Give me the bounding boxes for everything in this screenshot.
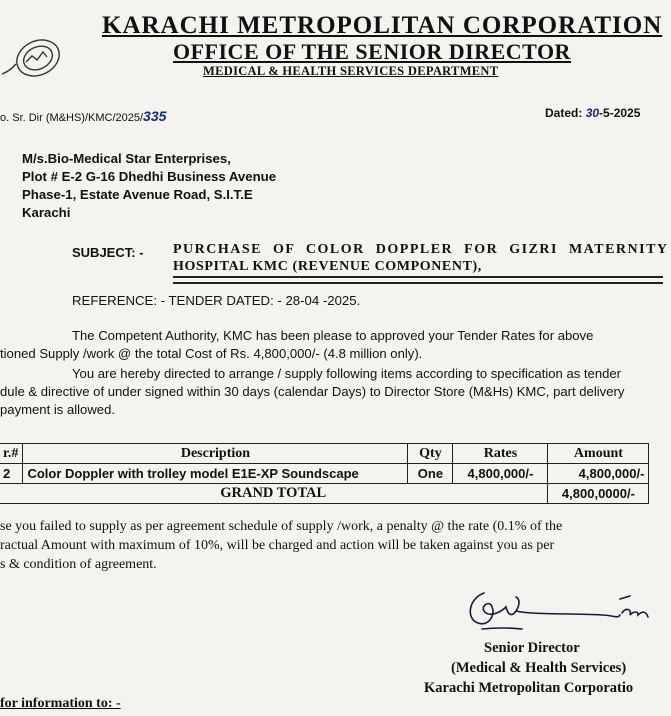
address-line-1: M/s.Bio-Medical Star Enterprises, xyxy=(22,151,231,166)
header-department: MEDICAL & HEALTH SERVICES DEPARTMENT xyxy=(203,64,499,78)
col-header-description: Description xyxy=(23,444,408,464)
paragraph-2-line-1: You are hereby directed to arrange / supply following items according to specification as tender xyxy=(72,366,622,381)
col-header-rates: Rates xyxy=(453,444,548,464)
grand-total-value: 4,800,0000/- xyxy=(548,484,649,504)
signatory-title: Senior Director xyxy=(484,640,580,656)
cell-rate: 4,800,000/- xyxy=(453,464,548,484)
copy-forwarded-heading: for information to: - xyxy=(0,696,121,711)
grand-total-row xyxy=(0,484,649,504)
col-header-qty: Qty xyxy=(408,444,453,464)
col-header-serial: r.# xyxy=(0,444,23,464)
reference-prefix: o. Sr. Dir (M&HS)/KMC/2025/ xyxy=(0,112,144,124)
subject-line-2: HOSPITAL KMC (REVENUE COMPONENT), xyxy=(173,259,482,274)
items-table xyxy=(0,443,649,504)
signatory-department: (Medical & Health Services) xyxy=(451,660,627,676)
col-header-amount: Amount xyxy=(548,444,649,464)
date-line xyxy=(545,106,640,120)
signatory-organization: Karachi Metropolitan Corporatio xyxy=(424,680,634,696)
paragraph-2-line-3: payment is allowed. xyxy=(0,402,115,417)
dated-suffix: -5-2025 xyxy=(599,106,641,120)
header-office: OFFICE OF THE SENIOR DIRECTOR xyxy=(173,39,571,64)
tender-reference: REFERENCE: - TENDER DATED: - 28-04 -2025. xyxy=(72,293,361,308)
reference-number xyxy=(0,108,166,124)
cell-qty: One xyxy=(408,464,453,484)
penalty-line-1: se you failed to supply as per agreement schedule of supply /work, a penalty @ the rate (0.1% of the xyxy=(0,519,563,534)
penalty-line-2: ractual Amount with maximum of 10%, will be charged and action will be taken against you as per xyxy=(0,538,555,553)
dated-handwritten-day: 30 xyxy=(585,106,600,120)
header-title: KARACHI METROPOLITAN CORPORATION xyxy=(102,12,663,39)
paragraph-2-line-2: dule & directive of under signed within 30 days (calendar Days) to Director Store (M&Hs) KMC, part delivery xyxy=(0,384,625,399)
dated-label: Dated: xyxy=(545,106,583,120)
address-line-4: Karachi xyxy=(22,205,71,220)
signature-scribble xyxy=(462,585,662,635)
reference-handwritten-number: 335 xyxy=(143,108,167,124)
subject-label: SUBJECT: - xyxy=(72,245,144,260)
paragraph-1-line-2: tioned Supply /work @ the total Cost of Rs. 4,800,000/- (4.8 million only). xyxy=(0,346,423,361)
address-line-2: Plot # E-2 G-16 Dhedhi Business Avenue xyxy=(22,169,277,184)
penalty-line-3: s & condition of agreement. xyxy=(0,557,157,572)
cell-amount: 4,800,000/- xyxy=(548,464,649,484)
subject-double-rule xyxy=(173,276,663,284)
official-seal-stamp xyxy=(0,28,70,88)
table-row xyxy=(0,464,649,484)
cell-serial: 2 xyxy=(0,464,23,484)
paragraph-1-line-1: The Competent Authority, KMC has been please to approved your Tender Rates for above xyxy=(72,328,594,343)
cell-description: Color Doppler with trolley model E1E-XP Soundscape xyxy=(23,464,408,484)
subject-line-1: PURCHASE OF COLOR DOPPLER FOR GIZRI MATERNITY xyxy=(173,242,669,257)
table-header-row xyxy=(0,444,649,464)
grand-total-label: GRAND TOTAL xyxy=(0,484,548,504)
address-line-3: Phase-1, Estate Avenue Road, S.I.T.E xyxy=(22,187,253,202)
